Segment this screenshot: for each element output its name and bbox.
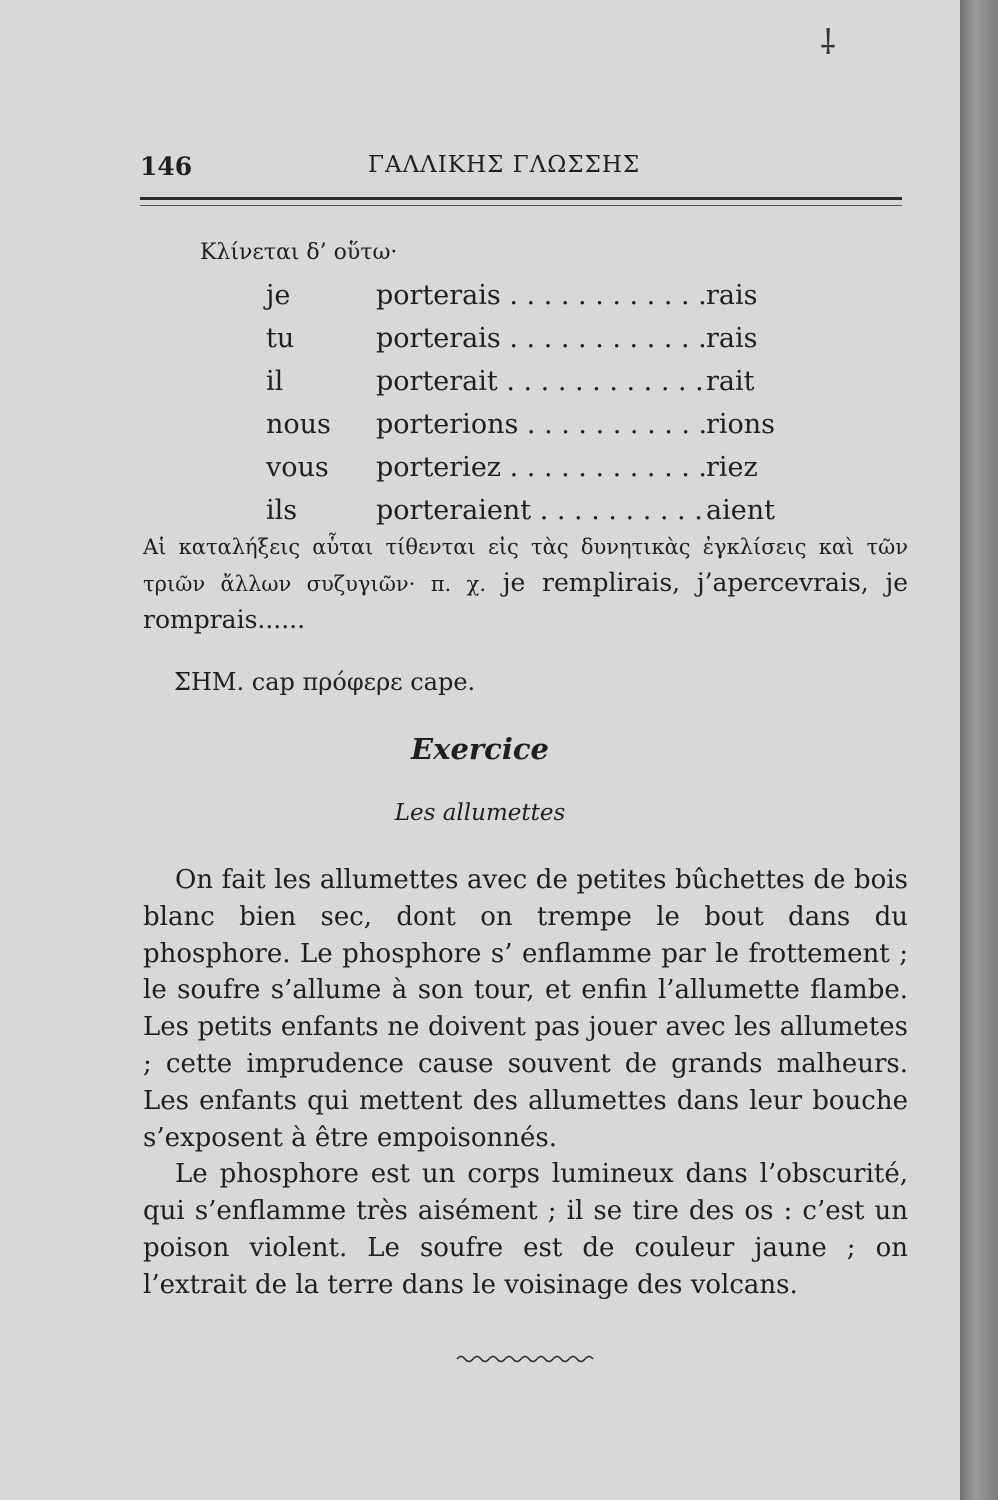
grammar-note-paragraph [143, 528, 908, 638]
conjugation-row [266, 448, 826, 491]
ending: rais [706, 280, 758, 311]
page-edge [960, 0, 998, 1500]
pronoun: nous [266, 409, 331, 440]
running-head: ΓΑΛΛΙΚΗΣ ΓΛΩΣΣΗΣ [368, 152, 641, 178]
ink-mark: ⸸ [820, 23, 836, 63]
conjugation-table [266, 276, 826, 534]
page-number: 146 [140, 152, 193, 181]
pronoun: tu [266, 323, 295, 354]
paragraph: On fait les allumettes avec de petites bûchettes de bois blanc bien sec, dont on trempe le bout dans du phosphore. Le phosphore s’ enflamme par le frottement ; le soufre s’allume à son tour, et enfin l’allumette flambe. Les petits enfants ne doivent pas jouer avec les allumetes ; cette imprudence cause souvent de grands malheurs. Les enfants qui mettent des allumettes dans leur bouche s’exposent à être empoisonnés. [143, 865, 908, 1153]
conjugation-row [266, 319, 826, 362]
header-rule [140, 197, 902, 206]
ending: aient [706, 495, 775, 526]
pronoun: il [266, 366, 284, 397]
verb-form: porterais . . . [376, 319, 706, 362]
conjugation-row [266, 276, 826, 319]
conjugation-row [266, 405, 826, 448]
pronunciation-note [174, 668, 475, 696]
exercise-title: Exercice [411, 732, 549, 766]
pronoun: je [266, 280, 291, 311]
conjugation-row [266, 362, 826, 405]
verb-form: porterais . . . [376, 276, 706, 319]
pronoun: ils [266, 495, 298, 526]
ending: riez [706, 452, 758, 483]
paragraph: Le phosphore est un corps lumineux dans l’obscurité, qui s’enflamme très aisément ; il se tire des os : c’est un poison violent. Le soufre est de couleur jaune ; on l’extrait de la terre dans le voisinage des volcans. [143, 1159, 908, 1300]
exercise-text [143, 862, 908, 1304]
ending: rait [706, 366, 755, 397]
conjugation-intro: Κλίνεται δ’ οὕτω· [200, 240, 398, 265]
pronoun: vous [266, 452, 329, 483]
note-text: cap πρόφερε cape. [251, 668, 476, 696]
verb-form: porterions . . . [376, 405, 706, 448]
french-examples: je remplirais, j’apercevrais, je romprais...... [143, 568, 908, 634]
verb-form: porteraient . . . [376, 491, 706, 534]
ending: rions [706, 409, 776, 440]
verb-form: porterait . . . [376, 362, 706, 405]
ending: rais [706, 323, 758, 354]
exercise-subtitle: Les allumettes [394, 800, 566, 826]
page-header [140, 152, 910, 192]
ornament-divider [455, 1352, 595, 1366]
note-label: ΣΗΜ. [174, 668, 245, 696]
greek-text: Αἱ καταλήξεις αὗται τίθενται εἰς τὰς δυνητικὰς ἐγκλίσεις καὶ τῶν τριῶν ἄλλων συζυγιῶν· π. χ. [143, 535, 908, 596]
verb-form: porteriez . . . [376, 448, 706, 491]
